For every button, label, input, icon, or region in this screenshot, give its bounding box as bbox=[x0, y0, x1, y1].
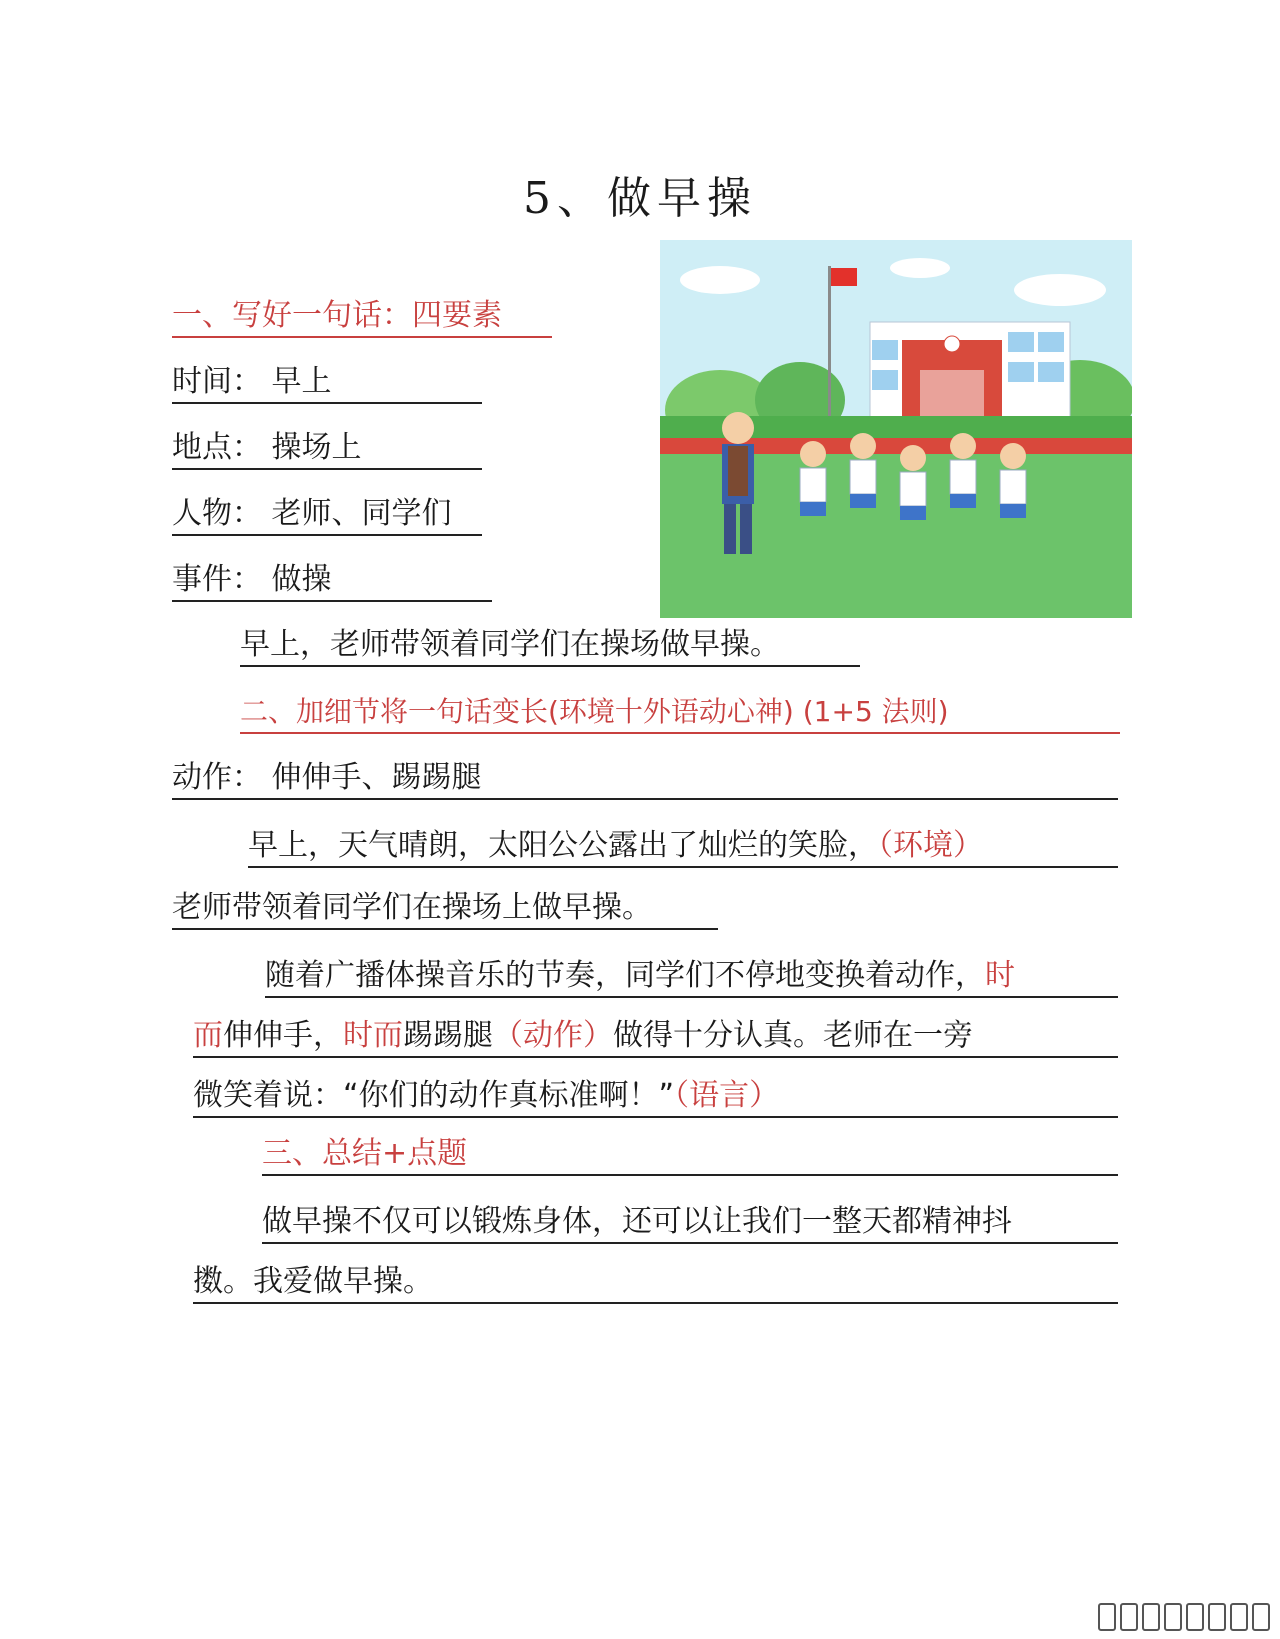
watermark-glyph bbox=[1186, 1603, 1204, 1631]
field-event-label: 事件： bbox=[172, 562, 262, 597]
action-value: 伸伸手、踢踢腿 bbox=[271, 760, 482, 795]
p1-text: 早上，天气晴朗，太阳公公露出了灿烂的笑脸， bbox=[248, 828, 878, 863]
section3-heading-line bbox=[262, 1134, 1118, 1176]
morning-exercise-illustration bbox=[660, 240, 1132, 618]
watermark-glyph bbox=[1142, 1603, 1160, 1631]
watermark-glyph bbox=[1120, 1603, 1138, 1631]
section2-paragraph1-line2: 老师带领着同学们在操场上做早操。 bbox=[172, 888, 718, 930]
p2-language-tag: （语言） bbox=[674, 1078, 780, 1113]
watermark-glyph bbox=[1098, 1603, 1116, 1631]
p2-red-er: 而 bbox=[193, 1018, 223, 1053]
p2-text-e: 微笑着说：“你们的动作真标准啊！” bbox=[193, 1078, 675, 1113]
section3-heading: 三、总结+点题 bbox=[262, 1136, 468, 1171]
p2-text-b: 伸伸手， bbox=[223, 1018, 343, 1053]
field-time-value: 早上 bbox=[271, 364, 332, 399]
p1-environment-tag: （环境） bbox=[878, 828, 983, 863]
p2-text-c: 踢踢腿 bbox=[403, 1018, 493, 1053]
section3-paragraph-line2: 擞。我爱做早操。 bbox=[193, 1262, 1118, 1304]
watermark-glyph bbox=[1208, 1603, 1226, 1631]
section2-paragraph2-line2 bbox=[193, 1016, 1118, 1058]
p2-action-tag: （动作） bbox=[493, 1018, 613, 1053]
field-event-value: 做操 bbox=[271, 562, 332, 597]
field-people-value: 老师、同学们 bbox=[271, 496, 452, 531]
field-place-label: 地点： bbox=[172, 430, 262, 465]
section2-paragraph2-line3 bbox=[193, 1076, 1118, 1118]
p2-text-a: 随着广播体操音乐的节奏，同学们不停地变换着动作， bbox=[265, 958, 985, 993]
field-time bbox=[172, 362, 482, 404]
section3-paragraph-line1: 做早操不仅可以锻炼身体，还可以让我们一整天都精神抖 bbox=[262, 1202, 1118, 1244]
p2-text-d: 做得十分认真。老师在一旁 bbox=[613, 1018, 973, 1053]
field-people bbox=[172, 494, 482, 536]
field-people-label: 人物： bbox=[172, 496, 262, 531]
section2-paragraph2-line1 bbox=[265, 956, 1118, 998]
watermark-glyphs bbox=[1010, 1603, 1270, 1629]
page-title: 5、做早操 bbox=[523, 173, 757, 224]
watermark-glyph bbox=[1252, 1603, 1270, 1631]
watermark-glyph bbox=[1164, 1603, 1182, 1631]
p2-red-shi: 时 bbox=[985, 958, 1015, 993]
section1-heading: 一、写好一句话：四要素 bbox=[172, 296, 552, 338]
watermark-glyph bbox=[1230, 1603, 1248, 1631]
action-line bbox=[172, 758, 1118, 800]
field-place-value: 操场上 bbox=[271, 430, 362, 465]
section2-heading: 二、加细节将一句话变长(环境十外语动心神) (1+5 法则) bbox=[240, 692, 1120, 734]
p2-red-shier: 时而 bbox=[343, 1018, 403, 1053]
section1-sentence: 早上，老师带领着同学们在操场做早操。 bbox=[240, 625, 860, 667]
section2-paragraph1-line1 bbox=[248, 826, 1118, 868]
field-time-label: 时间： bbox=[172, 364, 262, 399]
field-place bbox=[172, 428, 482, 470]
field-event bbox=[172, 560, 492, 602]
action-label: 动作： bbox=[172, 760, 262, 795]
